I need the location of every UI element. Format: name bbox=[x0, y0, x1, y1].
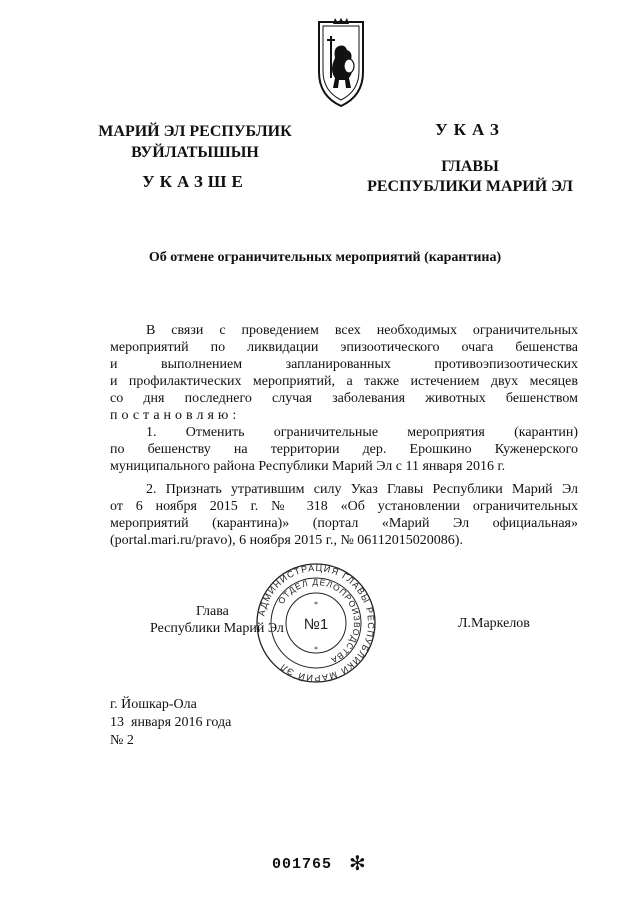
document-title: Об отмене ограничительных мероприятий (карантина) bbox=[148, 250, 502, 265]
signatory-post-line2: Республики Марий Эл bbox=[150, 621, 284, 636]
header-right-line1: УКАЗ bbox=[435, 120, 505, 139]
city: г. Йошкар-Ола bbox=[110, 697, 197, 712]
official-stamp bbox=[255, 562, 377, 684]
clause-line: от 6 ноября 2015 г. № 318 «Об установлении ограничительных bbox=[110, 499, 578, 514]
preamble-line: мероприятий по ликвидации эпизоотического очага бешенства bbox=[110, 340, 578, 355]
preamble-line: со дня последнего случая заболевания животных бешенством bbox=[110, 391, 578, 406]
signatory-name: Л.Маркелов bbox=[458, 616, 530, 631]
preamble-line-decree: постановляю: bbox=[110, 408, 241, 423]
header-left-line1: МАРИЙ ЭЛ РЕСПУБЛИК bbox=[98, 123, 292, 140]
document-date bbox=[110, 715, 231, 731]
asterisk-mark-icon: ✻ bbox=[349, 851, 366, 875]
document-number bbox=[110, 733, 134, 749]
header-right-line2: ГЛАВЫ bbox=[441, 158, 499, 175]
signatory-post-line1: Глава bbox=[196, 604, 229, 619]
coat-of-arms-emblem bbox=[315, 18, 367, 108]
clause-line: 1. Отменить ограничительные мероприятия (карантин) bbox=[146, 425, 578, 440]
clause-line: 2. Признать утратившим силу Указ Главы Республики Марий Эл bbox=[146, 482, 578, 497]
date-day: 13 bbox=[110, 715, 124, 730]
stamp-number: №1 bbox=[303, 616, 329, 633]
serial-number: 001765 bbox=[272, 856, 333, 873]
clause-line: муниципального района Республики Марий Эл с 11 января 2016 г. bbox=[110, 459, 506, 474]
clause-line: по бешенству на территории дер. Ерошкино Куженерского bbox=[110, 442, 578, 457]
header-right-line3: РЕСПУБЛИКИ МАРИЙ ЭЛ bbox=[367, 178, 573, 195]
header-left-line2: ВУЙЛАТЫШЫН bbox=[131, 144, 259, 161]
clause-1 bbox=[110, 424, 578, 475]
clause-2 bbox=[110, 481, 578, 549]
number-label: № bbox=[110, 733, 124, 748]
date-rest: января 2016 года bbox=[131, 715, 232, 730]
header-left-line3: УКАЗШЕ bbox=[142, 172, 248, 191]
stamp-outer-text: АДМИНИСТРАЦИЯ ГЛАВЫ РЕСПУБЛИКИ МАРИЙ ЭЛ bbox=[256, 562, 377, 684]
number-value: 2 bbox=[126, 733, 134, 748]
preamble-line: и профилактических мероприятий, а также истечением двух месяцев bbox=[110, 374, 578, 389]
preamble-paragraph bbox=[110, 322, 578, 424]
stamp-star-icon: * bbox=[314, 600, 318, 609]
stamp-inner-text: ОТДЕЛ ДЕЛОПРОИЗВОДСТВА bbox=[275, 576, 363, 666]
preamble-line: и выполнением запланированных противоэпизоотических bbox=[110, 357, 578, 372]
preamble-line: В связи с проведением всех необходимых ограничительных bbox=[146, 323, 578, 338]
clause-line: мероприятий (карантина)» (портал «Марий Эл официальная» bbox=[110, 516, 578, 531]
clause-line: (portal.mari.ru/pravo), 6 ноября 2015 г., № 06112015020086). bbox=[110, 533, 463, 548]
stamp-star-icon: * bbox=[314, 645, 318, 654]
